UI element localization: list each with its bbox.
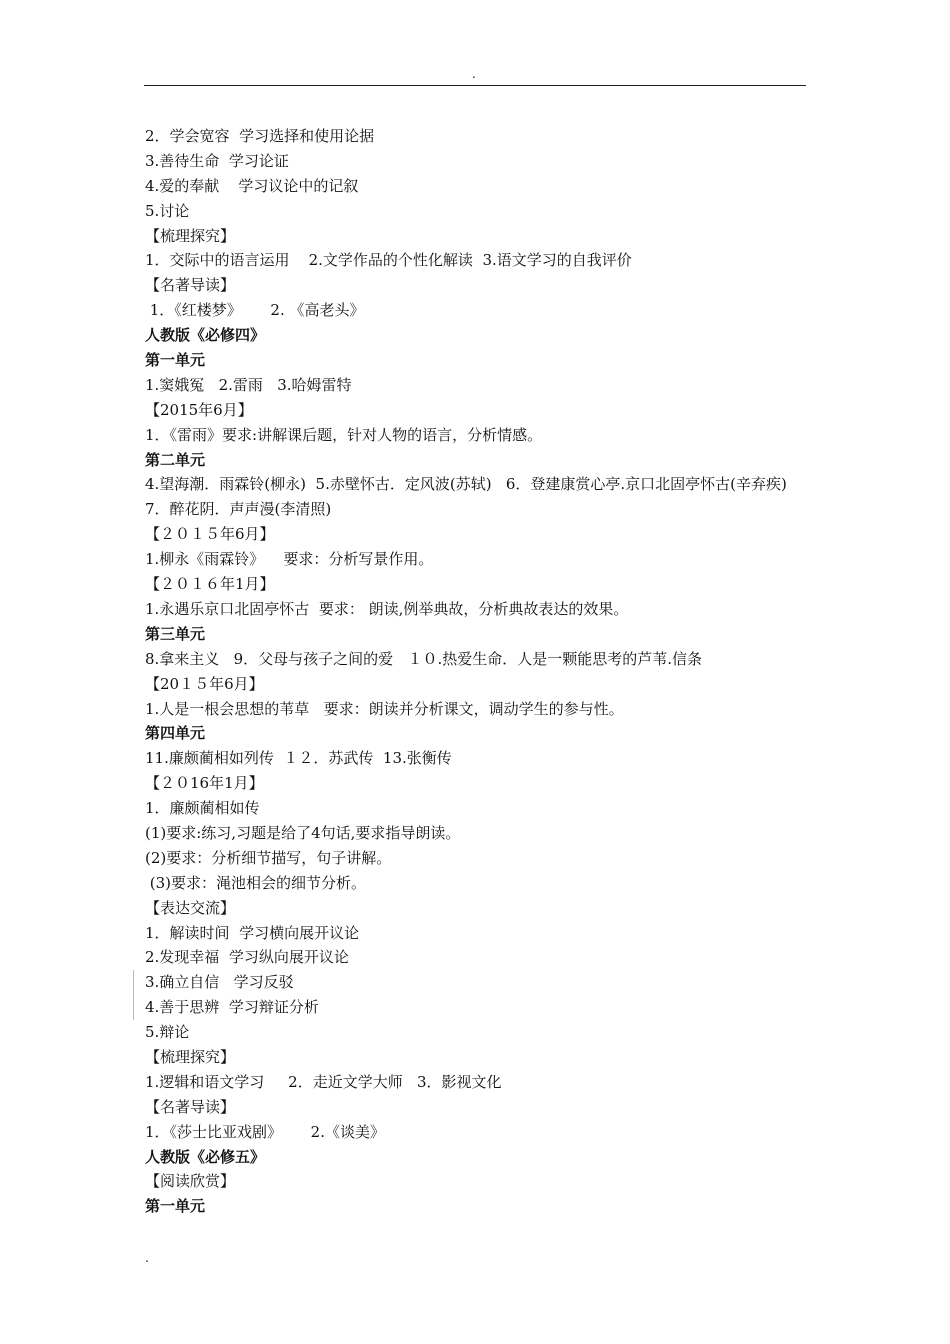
- text-line: 【表达交流】: [145, 898, 236, 917]
- text-line: 3.确立自信 学习反驳: [145, 973, 294, 992]
- text-line: 【２０１５年6月】: [145, 525, 275, 544]
- text-line: 【名著导读】: [145, 1097, 236, 1116]
- text-line: (1)要求:练习,习题是给了4句话,要求指导朗读。: [145, 823, 461, 842]
- text-line: 5.辩论: [145, 1023, 190, 1042]
- header-rule: [144, 85, 806, 86]
- text-line: 5.讨论: [145, 201, 190, 220]
- text-line: (2)要求：分析细节描写，句子讲解。: [145, 848, 392, 867]
- document-body: [145, 124, 815, 1219]
- text-line: 1．《雷雨》要求:讲解课后题，针对人物的语言，分析情感。: [145, 425, 543, 444]
- text-line: 【２０16年1月】: [145, 774, 264, 793]
- text-line: 【阅读欣赏】: [145, 1172, 236, 1191]
- text-line: 11.廉颇蔺相如列传 １２．苏武传 13.张衡传: [145, 749, 452, 768]
- text-line: 4.善于思辨 学习辩证分析: [145, 998, 319, 1017]
- text-line: 1.永遇乐京口北固亭怀古 要求： 朗读,例举典故，分析典故表达的效果。: [145, 599, 629, 618]
- text-line: 1.人是一根会思想的苇草 要求：朗读并分析课文，调动学生的参与性。: [145, 699, 624, 718]
- text-line: 4.望海潮．雨霖铃(柳永) 5.赤壁怀古．定风波(苏轼) 6．登建康赏心亭.京口北固亭怀古(辛弃疾) 7．醉花阴．声声漫(李清照): [145, 475, 806, 519]
- section-heading: 第一单元: [145, 1197, 206, 1216]
- text-line: 2．学会宽容 学习选择和使用论据: [145, 127, 375, 145]
- text-line: 1．解读时间 学习横向展开议论: [145, 923, 360, 942]
- header-mark: .: [472, 67, 476, 81]
- text-line: 3.善待生命 学习论证: [145, 151, 289, 170]
- text-line: 【梳理探究】: [145, 226, 236, 245]
- section-heading: 人教版《必修五》: [145, 1147, 266, 1166]
- text-line: 1．交际中的语言运用 2.文学作品的个性化解读 3.语文学习的自我评价: [145, 251, 632, 270]
- text-line: 【２０１６年1月】: [145, 575, 275, 594]
- section-heading: 第四单元: [145, 724, 206, 743]
- text-line: 1.逻辑和语文学习 2．走近文学大师 3．影视文化: [145, 1072, 502, 1091]
- text-line: 【梳理探究】: [145, 1047, 236, 1066]
- text-line: 1.柳永《雨霖铃》 要求：分析写景作用。: [145, 550, 434, 569]
- text-line: 1．《莎士比亚戏剧》 2.《谈美》: [145, 1122, 385, 1141]
- section-heading: 第三单元: [145, 624, 206, 643]
- text-line: 1.窦娥冤 2.雷雨 3.哈姆雷特: [145, 375, 352, 394]
- margin-change-bar: [133, 970, 134, 1020]
- section-heading: 第二单元: [145, 450, 206, 469]
- section-heading: 第一单元: [145, 351, 206, 370]
- text-line: 1．《红楼梦》 2. 《高老头》: [145, 301, 365, 320]
- text-line: 2.发现幸福 学习纵向展开议论: [145, 948, 349, 967]
- text-line: 【20１５年6月】: [145, 674, 264, 693]
- text-line: 4.爱的奉献 学习议论中的记叙: [145, 176, 359, 195]
- footer-mark: .: [145, 1251, 149, 1265]
- text-line: 1．廉颇蔺相如传: [145, 799, 260, 818]
- section-heading: 人教版《必修四》: [145, 326, 266, 345]
- text-line: 【名著导读】: [145, 276, 236, 295]
- text-line: 【2015年6月】: [145, 400, 253, 419]
- text-line: (3)要求：渑池相会的细节分析。: [145, 873, 367, 892]
- text-line: 8.拿来主义 9．父母与孩子之间的爱 １０.热爱生命．人是一颗能思考的芦苇.信条: [145, 649, 703, 668]
